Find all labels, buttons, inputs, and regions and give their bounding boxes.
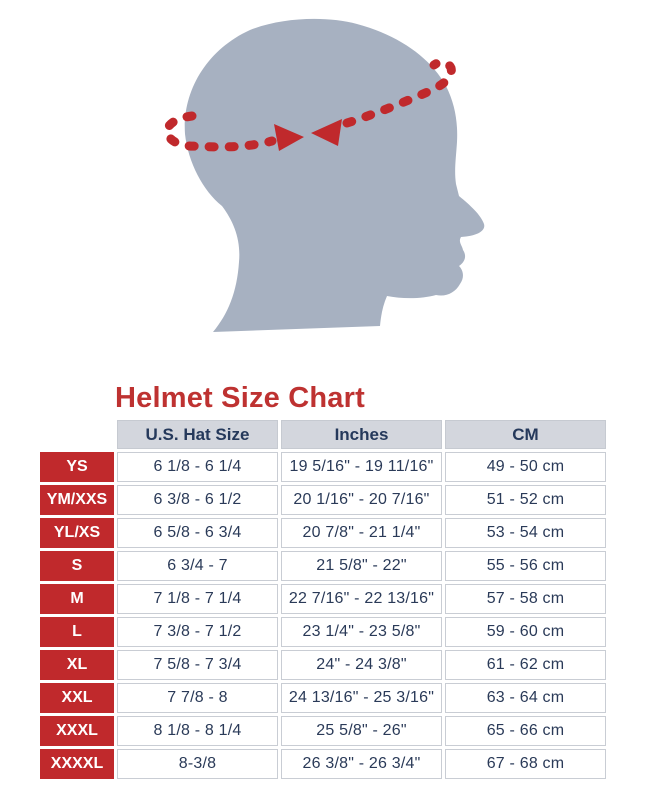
row-inches: 20 1/16" - 20 7/16" <box>281 485 442 515</box>
row-inches: 24 13/16" - 25 3/16" <box>281 683 442 713</box>
table-row <box>40 617 606 647</box>
table-row <box>40 584 606 614</box>
row-hat-size: 7 5/8 - 7 3/4 <box>117 650 278 680</box>
table-row <box>40 650 606 680</box>
row-inches: 19 5/16" - 19 11/16" <box>281 452 442 482</box>
row-size-label: YS <box>40 452 114 482</box>
row-hat-size: 7 7/8 - 8 <box>117 683 278 713</box>
table-row <box>40 551 606 581</box>
row-size-label: L <box>40 617 114 647</box>
table-corner-cell <box>40 420 114 449</box>
table-row <box>40 716 606 746</box>
column-header-cm: CM <box>445 420 606 449</box>
row-inches: 22 7/16" - 22 13/16" <box>281 584 442 614</box>
row-inches: 25 5/8" - 26" <box>281 716 442 746</box>
row-inches: 24" - 24 3/8" <box>281 650 442 680</box>
row-hat-size: 6 3/8 - 6 1/2 <box>117 485 278 515</box>
row-size-label: M <box>40 584 114 614</box>
row-hat-size: 6 1/8 - 6 1/4 <box>117 452 278 482</box>
row-inches: 21 5/8" - 22" <box>281 551 442 581</box>
row-cm: 63 - 64 cm <box>445 683 606 713</box>
row-inches: 23 1/4" - 23 5/8" <box>281 617 442 647</box>
row-size-label: XXL <box>40 683 114 713</box>
table-row <box>40 485 606 515</box>
row-size-label: XXXL <box>40 716 114 746</box>
row-hat-size: 7 1/8 - 7 1/4 <box>117 584 278 614</box>
row-size-label: XL <box>40 650 114 680</box>
column-header-inches: Inches <box>281 420 442 449</box>
table-header-row <box>40 420 606 449</box>
row-cm: 65 - 66 cm <box>445 716 606 746</box>
row-cm: 59 - 60 cm <box>445 617 606 647</box>
row-hat-size: 8 1/8 - 8 1/4 <box>117 716 278 746</box>
row-size-label: XXXXL <box>40 749 114 779</box>
table-row <box>40 749 606 779</box>
helmet-size-table <box>37 417 609 782</box>
row-cm: 49 - 50 cm <box>445 452 606 482</box>
table-row <box>40 518 606 548</box>
row-cm: 61 - 62 cm <box>445 650 606 680</box>
row-hat-size: 7 3/8 - 7 1/2 <box>117 617 278 647</box>
head-measurement-diagram <box>100 8 520 380</box>
row-size-label: YM/XXS <box>40 485 114 515</box>
row-cm: 55 - 56 cm <box>445 551 606 581</box>
row-cm: 51 - 52 cm <box>445 485 606 515</box>
row-hat-size: 6 3/4 - 7 <box>117 551 278 581</box>
table-row <box>40 683 606 713</box>
row-inches: 26 3/8" - 26 3/4" <box>281 749 442 779</box>
row-cm: 57 - 58 cm <box>445 584 606 614</box>
row-hat-size: 8-3/8 <box>117 749 278 779</box>
column-header-us-hat-size: U.S. Hat Size <box>117 420 278 449</box>
row-inches: 20 7/8" - 21 1/4" <box>281 518 442 548</box>
row-size-label: YL/XS <box>40 518 114 548</box>
row-cm: 53 - 54 cm <box>445 518 606 548</box>
table-row <box>40 452 606 482</box>
size-table-body <box>40 452 606 779</box>
row-cm: 67 - 68 cm <box>445 749 606 779</box>
helmet-size-chart-page <box>0 8 648 782</box>
row-size-label: S <box>40 551 114 581</box>
row-hat-size: 6 5/8 - 6 3/4 <box>117 518 278 548</box>
page-title: Helmet Size Chart <box>115 382 365 414</box>
